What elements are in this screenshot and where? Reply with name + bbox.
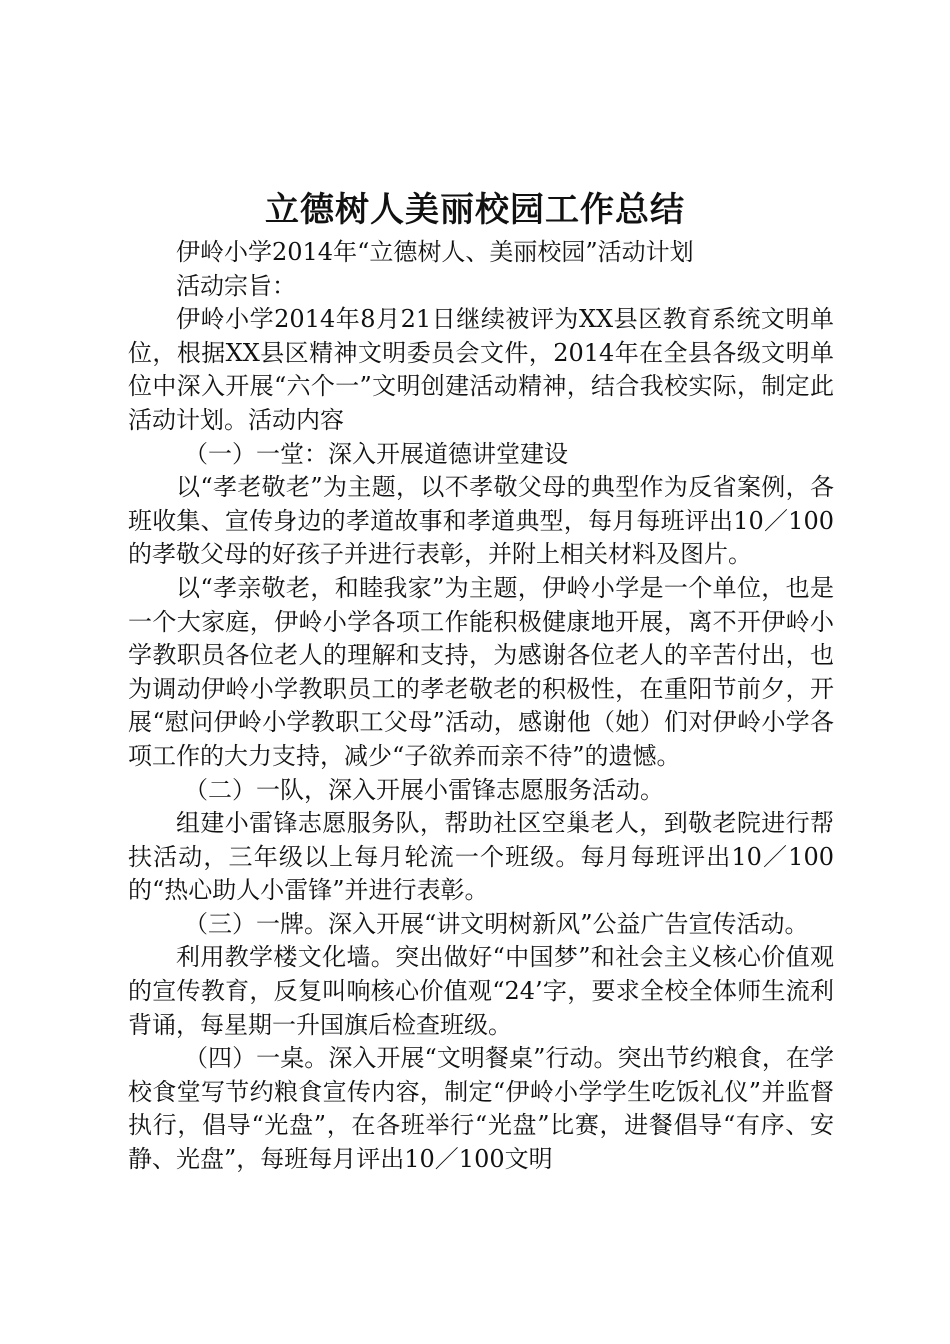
paragraph-section-4: （四）一桌。深入开展“文明餐桌”行动。突出节约粮食，在学校食堂写节约粮食宣传内容，制定“伊岭小学学生吃饭礼仪”并监督执行，倡导“光盘”，在各班举行“光盘”比赛，进餐倡导“有序、安静、光盘”，每班每月评出10／100文明 — [128, 1044, 834, 1174]
paragraph-section-3-heading: （三）一牌。深入开展“讲文明树新风”公益广告宣传活动。 — [184, 909, 809, 938]
paragraph-section-1-heading: （一）一堂：深入开展道德讲堂建设 — [184, 439, 568, 468]
paragraph-plan-heading: 伊岭小学2014年“立德树人、美丽校园”活动计划 — [176, 238, 694, 266]
paragraph-purpose: 伊岭小学2014年8月21日继续被评为XX县区教育系统文明单位，根据XX县区精神文明委员会文件，2014年在全县各级文明单位中深入开展“六个一”文明创建活动精神，结合我校实际，制定此活动计划。活动内容 — [128, 305, 834, 434]
document-body — [128, 236, 834, 1177]
paragraph-purpose-label: 活动宗旨： — [176, 271, 296, 300]
paragraph-section-1-body-b: 以“孝亲敬老，和睦我家”为主题，伊岭小学是一个单位，也是一个大家庭，伊岭小学各项工作能积极健康地开展，离不开伊岭小学教职员各位老人的理解和支持，为感谢各位老人的辛苦付出，也为调动伊岭小学教职员工的孝老敬老的积极性，在重阳节前夕，开展“慰问伊岭小学教职工父母”活动，感谢他（她）们对伊岭小学各项工作的大力支持，减少“子欲养而亲不待”的遗憾。 — [128, 573, 834, 770]
document-title: 立德树人美丽校园工作总结 — [265, 190, 685, 230]
paragraph-section-1-body-a: 以“孝老敬老”为主题，以不孝敬父母的典型作为反省案例，各班收集、宣传身边的孝道故事和孝道典型，每月每班评出10／100的孝敬父母的好孩子并进行表彰，并附上相关材料及图片。 — [128, 473, 834, 569]
paragraph-section-2-body: 组建小雷锋志愿服务队，帮助社区空巢老人，到敬老院进行帮扶活动，三年级以上每月轮流一个班级。每月每班评出10／100的“热心助人小雷锋”并进行表彰。 — [128, 809, 834, 905]
paragraph-section-3-body: 利用教学楼文化墙。突出做好“中国梦”和社会主义核心价值观的宣传教育，反复叫响核心价值观“24’字，要求全校全体师生流利背诵，每星期一升国旗后检查班级。 — [128, 943, 834, 1039]
paragraph-section-2-heading: （二）一队，深入开展小雷锋志愿服务活动。 — [184, 775, 664, 804]
